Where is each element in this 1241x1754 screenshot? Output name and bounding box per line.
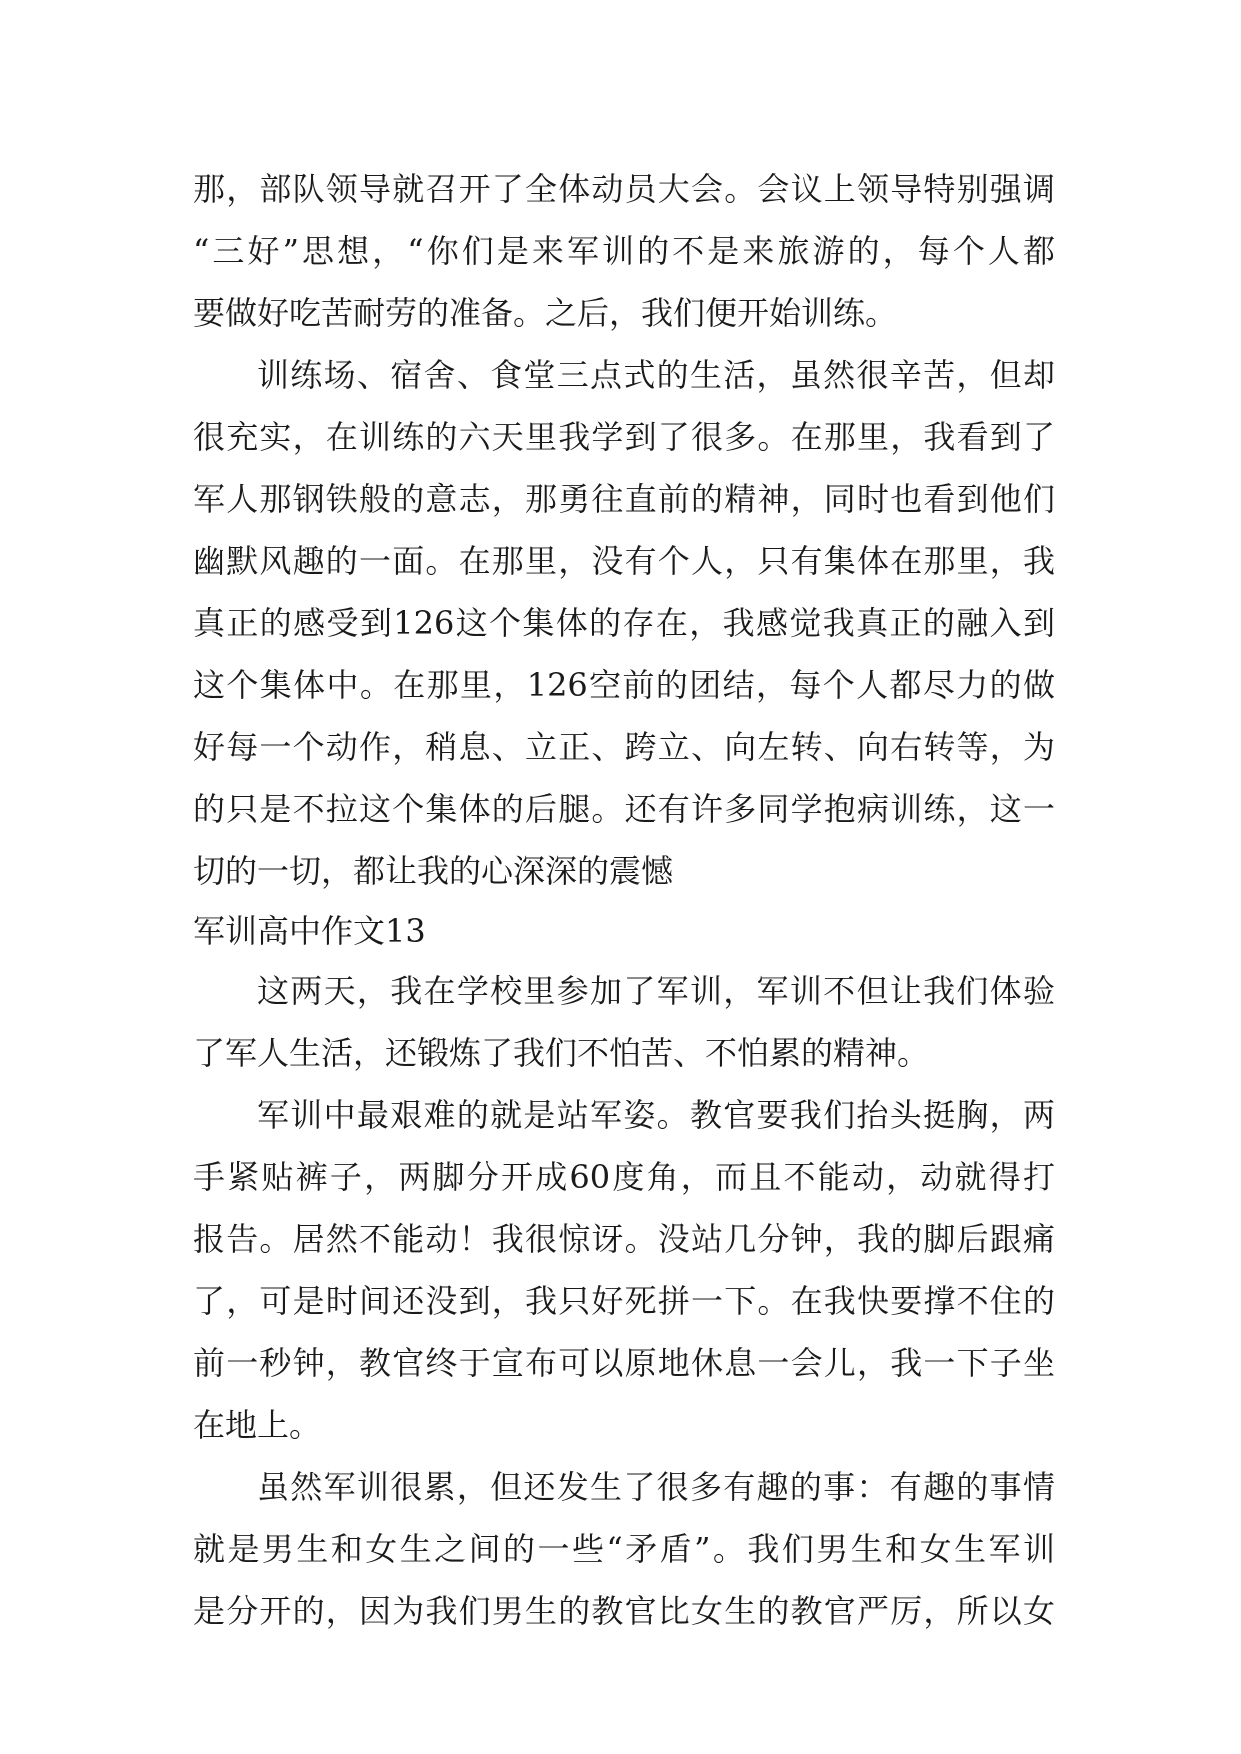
- text-line: 这两天，我在学校里参加了军训，军训不但让我们体验: [257, 972, 1055, 1010]
- text-line: 的只是不拉这个集体的后腿。还有许多同学抱病训练，这一: [193, 790, 1055, 828]
- text-line: 了军人生活，还锻炼了我们不怕苦、不怕累的精神。: [193, 1034, 930, 1072]
- section-heading: [193, 902, 1055, 960]
- text-line: 切的一切，都让我的心深深的震憾: [193, 852, 674, 890]
- heading-text: 军训高中作文13: [193, 912, 426, 950]
- text-line: 好每一个动作，稍息、立正、跨立、向左转、向右转等，为: [193, 728, 1055, 766]
- text-line: 训练场、宿舍、食堂三点式的生活，虽然很辛苦，但却: [257, 356, 1055, 394]
- text-line: “三好”思想，“你们是来军训的不是来旅游的，每个人都: [193, 232, 1055, 270]
- document-body: [193, 158, 1055, 1642]
- paragraph-5: [193, 1456, 1055, 1642]
- text-line: 要做好吃苦耐劳的准备。之后，我们便开始训练。: [193, 294, 898, 332]
- paragraph-2: [193, 344, 1055, 902]
- text-line: 军训中最艰难的就是站军姿。教官要我们抬头挺胸，两: [257, 1096, 1055, 1134]
- paragraph-4: [193, 1084, 1055, 1456]
- text-line: 了，可是时间还没到，我只好死拼一下。在我快要撑不住的: [193, 1282, 1055, 1320]
- text-line: 很充实，在训练的六天里我学到了很多。在那里，我看到了: [193, 418, 1055, 456]
- paragraph-3: [193, 960, 1055, 1084]
- text-line: 报告。居然不能动！我很惊讶。没站几分钟，我的脚后跟痛: [193, 1220, 1055, 1258]
- text-line: 军人那钢铁般的意志，那勇往直前的精神，同时也看到他们: [193, 480, 1055, 518]
- text-line: 就是男生和女生之间的一些“矛盾”。我们男生和女生军训: [193, 1530, 1055, 1568]
- text-line: 手紧贴裤子，两脚分开成60度角，而且不能动，动就得打: [193, 1158, 1055, 1196]
- text-line: 真正的感受到126这个集体的存在，我感觉我真正的融入到: [193, 604, 1055, 642]
- text-line: 那，部队领导就召开了全体动员大会。会议上领导特别强调: [193, 170, 1055, 208]
- text-line: 在地上。: [193, 1406, 322, 1444]
- text-line: 是分开的，因为我们男生的教官比女生的教官严厉，所以女: [193, 1592, 1055, 1630]
- text-line: 虽然军训很累，但还发生了很多有趣的事：有趣的事情: [257, 1468, 1055, 1506]
- text-line: 前一秒钟，教官终于宣布可以原地休息一会儿，我一下子坐: [193, 1344, 1055, 1382]
- text-line: 这个集体中。在那里，126空前的团结，每个人都尽力的做: [193, 666, 1055, 704]
- paragraph-1: [193, 158, 1055, 344]
- text-line: 幽默风趣的一面。在那里，没有个人，只有集体在那里，我: [193, 542, 1055, 580]
